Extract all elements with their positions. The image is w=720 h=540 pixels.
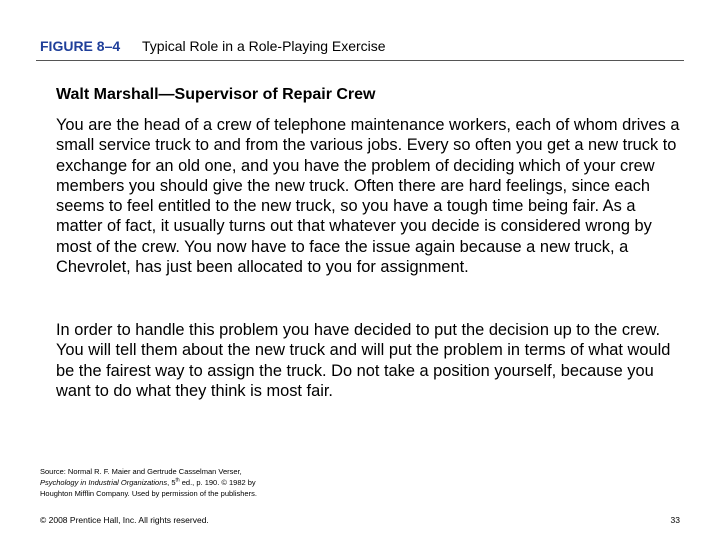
source-prefix: Source: Normal R. F. Maier and Gertrude Casselman Verser,: [40, 467, 242, 476]
figure-title: Typical Role in a Role-Playing Exercise: [142, 38, 386, 54]
page-number: 33: [670, 515, 680, 525]
figure-number: FIGURE 8–4: [40, 38, 121, 54]
figure-header: [40, 38, 680, 54]
role-paragraph-1: You are the head of a crew of telephone maintenance workers, each of whom drives a small service truck to and from the various jobs. Every so often you get a new truck to exchange for an old one, and you have the problem of deciding which of your crew members you should give the new truck. Often there are hard feelings, since each seems to feel entitled to the new truck, so you have a tough time being fair. As a matter of fact, it usually turns out that whatever you decide is considered wrong by most of the crew. You now have to face the issue again because a new truck, a Chevrolet, has just been allocated to you for assignment.: [56, 116, 680, 277]
source-line-3: Houghton Mifflin Company. Used by permission of the publishers.: [40, 489, 257, 498]
role-paragraph-2: In order to handle this problem you have decided to put the decision up to the crew. You will tell them about the new truck and will put the problem in terms of what would be the fairest way to assign the truck. Do not take a position yourself, because you want to do what they think is most fair.: [56, 321, 671, 400]
source-edition-num: , 5: [167, 478, 176, 487]
source-edition-sup: th: [175, 477, 180, 484]
header-divider: [36, 60, 684, 61]
role-title: Walt Marshall—Supervisor of Repair Crew: [56, 86, 376, 103]
source-edition-rest: ed., p. 190. © 1982 by: [179, 478, 256, 487]
copyright-notice: © 2008 Prentice Hall, Inc. All rights reserved.: [40, 515, 209, 525]
source-citation: [40, 466, 360, 499]
source-book-title: Psychology in Industrial Organizations: [40, 478, 168, 487]
